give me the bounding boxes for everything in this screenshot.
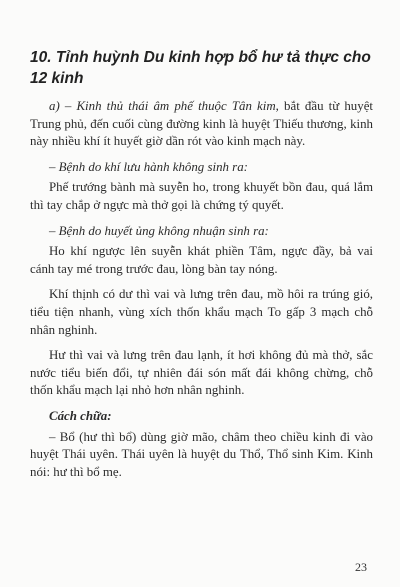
paragraph-blood-symptoms: Ho khí ngược lên suyễn khát phiền Tâm, ngực đầy, bả vai cánh tay mé trong trước đau, lòng bàn tay nóng. <box>30 244 373 276</box>
paragraph-excess: Khí thịnh có dư thì vai và lưng trên đau, mồ hôi ra trúng gió, tiểu tiện nhanh, vùng xích thốn khẩu mạch To gấp 3 mạch chỗ nhân nghinh. <box>30 287 373 337</box>
treatment-heading: Cách chữa: <box>49 408 112 423</box>
page-number: 23 <box>355 560 367 574</box>
paragraph-lead: a) – Kinh thủ thái âm phế thuộc Tân kim, <box>49 99 279 113</box>
paragraph-qi-disease: – Bệnh do khí lưu hành không sinh ra: <box>49 159 248 174</box>
section-heading: 10. Tỉnh huỳnh Du kinh hợp bổ hư tả thực cho 12 kinh <box>30 49 371 87</box>
paragraph-text: bắt đầu từ huyệt Trung phủ, đến cuối cùng đường kinh là huyệt Thiếu thương, kinh này nhiều khí ít huyết giờ dần rót vào kinh mạch này. <box>30 99 373 149</box>
paragraph-deficiency: Hư thì vai và lưng trên đau lạnh, ít hơi không đủ mà thở, sắc nước tiểu biến đổi, tự nhiên đái són mất đái không chừng, chỗ thốn khẩu mạch lại nhỏ hơn nhân nghinh. <box>30 348 373 398</box>
body-text <box>30 98 373 489</box>
paragraph-treatment: – Bổ (hư thì bổ) dùng giờ mão, châm theo chiều kinh đi vào huyệt Thái uyên. Thái uyên là huyệt du Thổ, Thổ sinh Kim. Kinh nói: hư thì bổ mẹ. <box>30 429 373 479</box>
paragraph-qi-symptoms: Phế trướng bành mà suyễn ho, trong khuyết bồn đau, quá lắm thì tay chắp ở ngực mà thở gọi là chứng tý quyết. <box>30 180 373 212</box>
paragraph-lung-meridian <box>30 98 373 151</box>
paragraph-blood-disease: – Bệnh do huyết ủng không nhuận sinh ra: <box>49 223 269 238</box>
